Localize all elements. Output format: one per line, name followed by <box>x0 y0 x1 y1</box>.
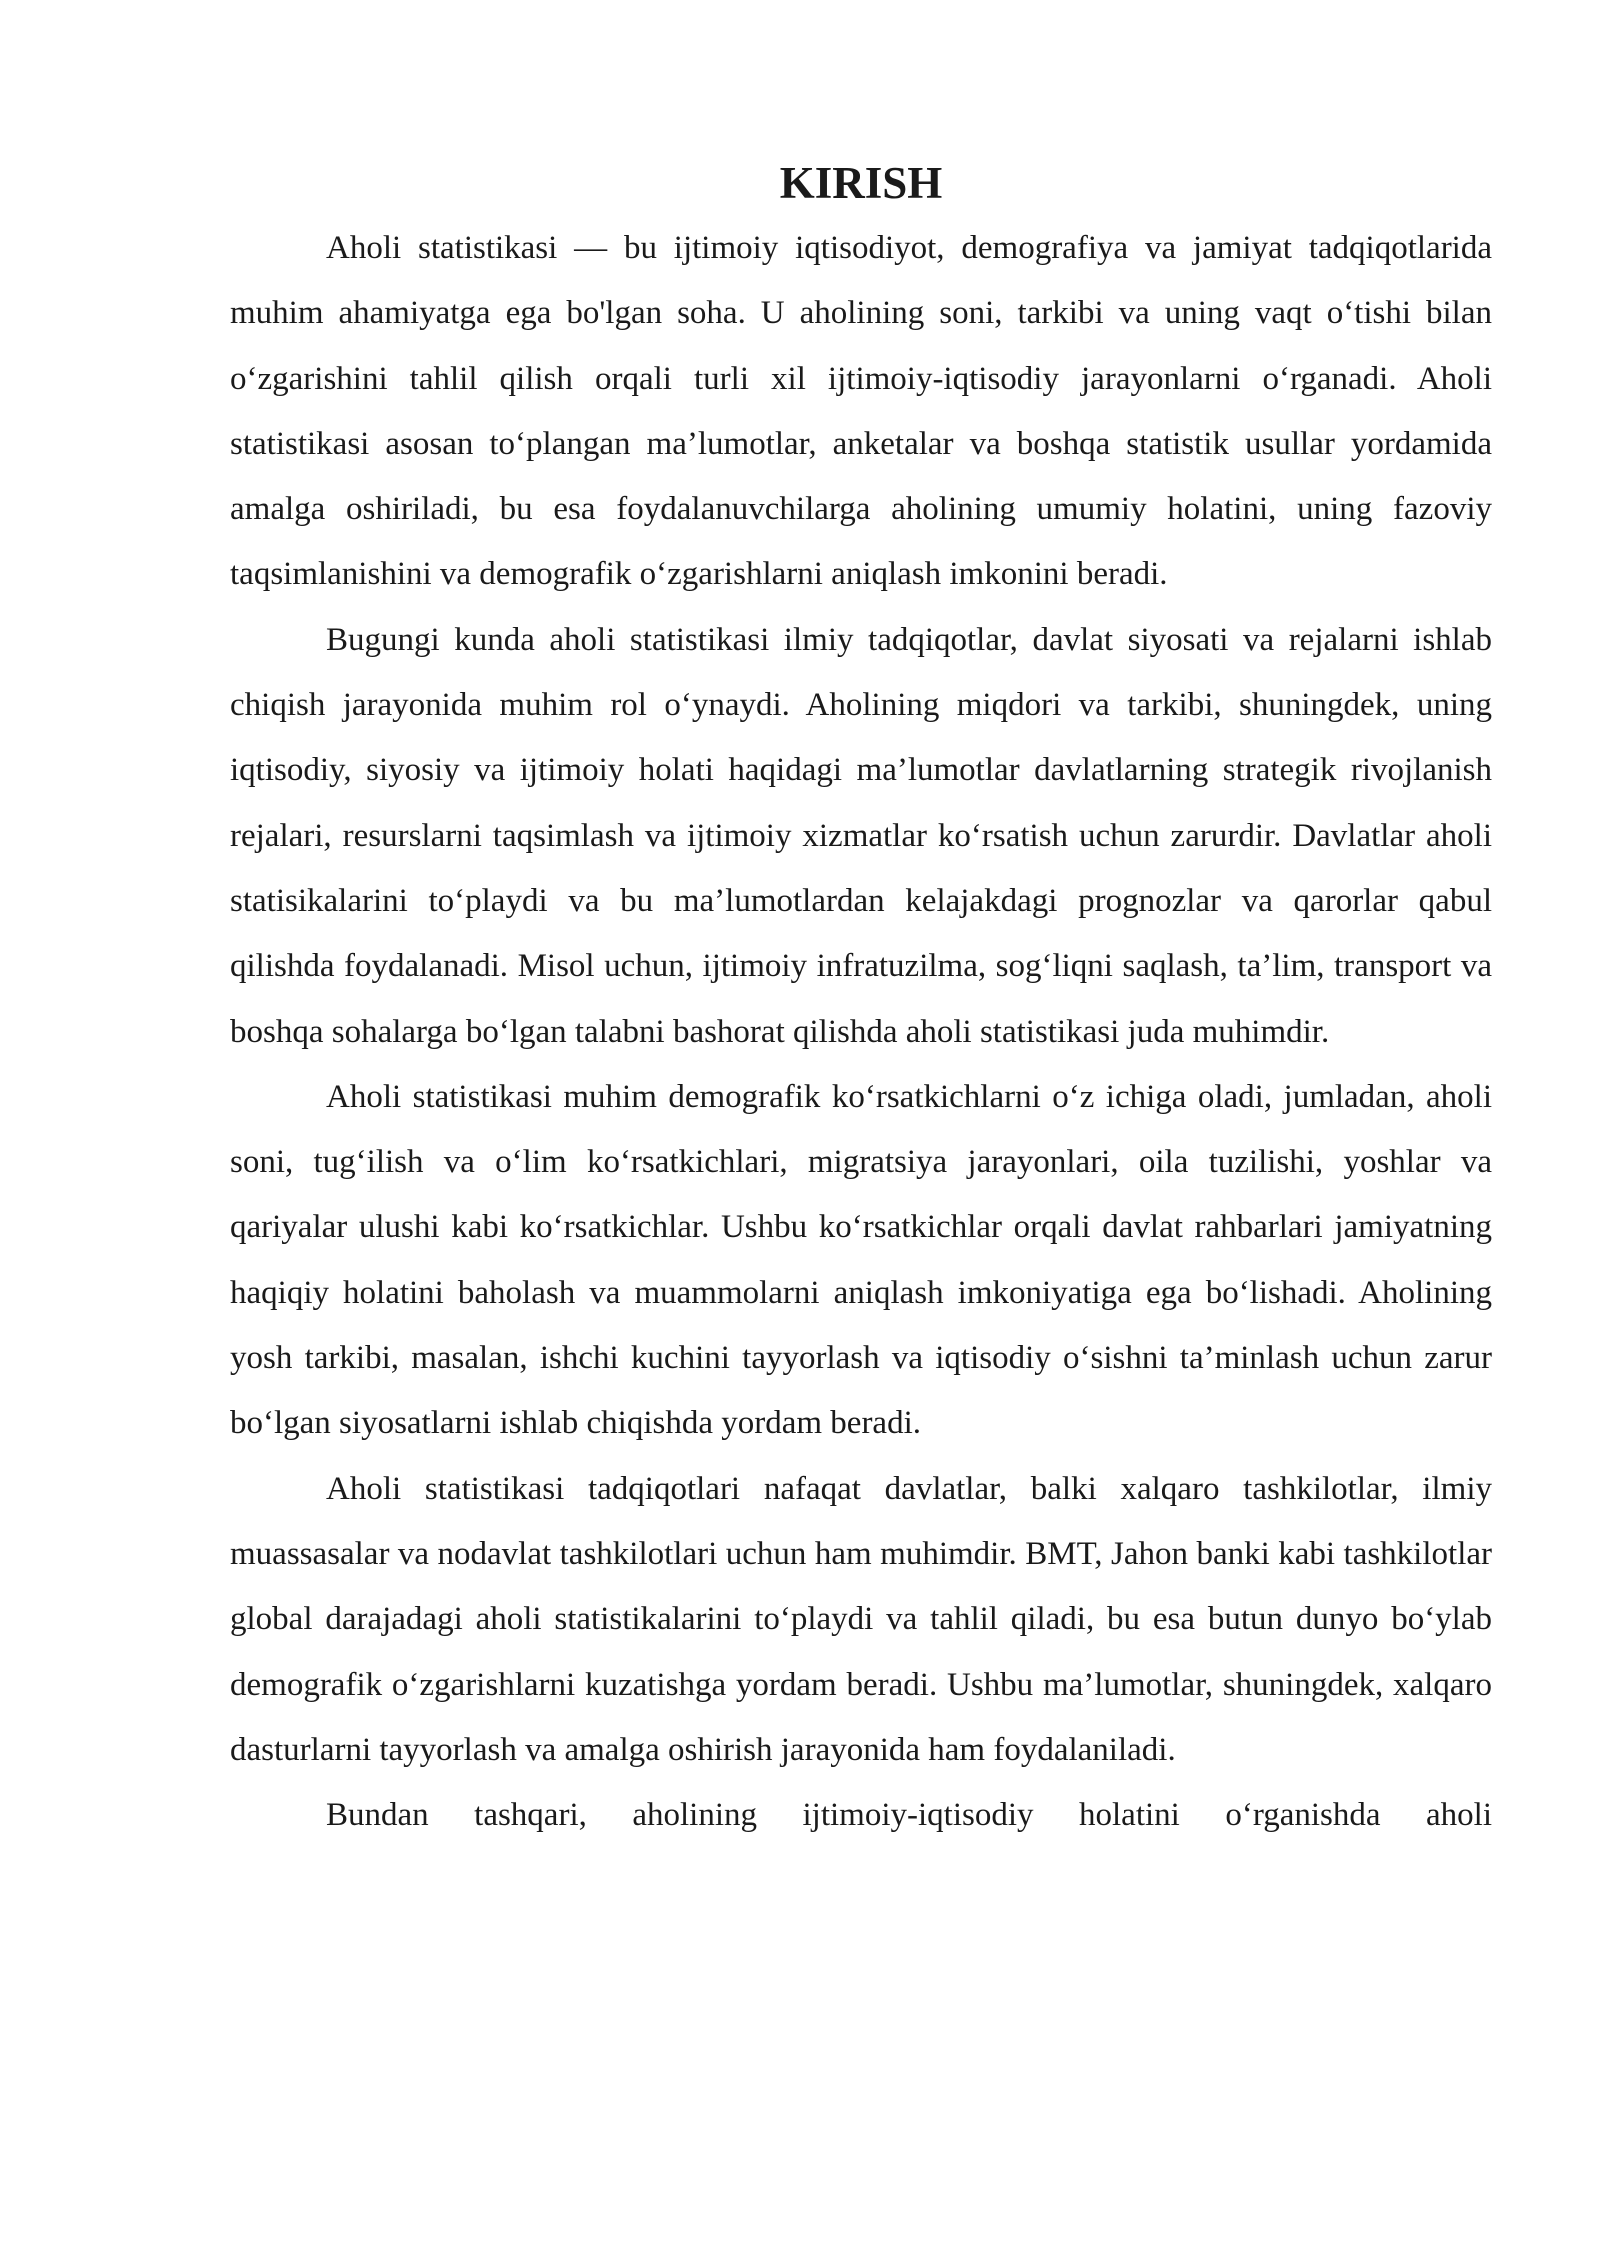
page-content <box>230 150 1492 1848</box>
paragraph-5: Bundan tashqari, aholining ijtimoiy-iqtisodiy holatini o‘rganishda aholi <box>326 1797 1492 1834</box>
paragraph-3: Aholi statistikasi muhim demografik ko‘rsatkichlarni o‘z ichiga oladi, jumladan, aholi soni, tug‘ilish va o‘lim ko‘rsatkichlari, migratsiya jarayonlari, oila tuzilishi, yoshlar va qariyalar ulushi kabi ko‘rsatkichlar. Ushbu ko‘rsatkichlar orqali davlat rahbarlari jamiyatning haqiqiy holatini baholash va muammolarni aniqlash imkoniyatiga ega bo‘lishadi. Aholining yosh tarkibi, masalan, ishchi kuchini tayyorlash va iqtisodiy o‘sishni ta’minlash uchun zarur bo‘lgan siyosatlarni ishlab chiqishda yordam beradi. <box>230 1078 1492 1442</box>
paragraph-1: Aholi statistikasi — bu ijtimoiy iqtisodiyot, demografiya va jamiyat tadqiqotlarida muhim ahamiyatga ega bo'lgan soha. U aholining soni, tarkibi va uning vaqt o‘tishi bilan o‘zgarishini tahlil qilish orqali turli xil ijtimoiy-iqtisodiy jarayonlarni o‘rganadi. Aholi statistikasi asosan to‘plangan ma’lumotlar, anketalar va boshqa statistik usullar yordamida amalga oshiriladi, bu esa foydalanuvchilarga aholining umumiy holatini, uning fazoviy taqsimlanishini va demografik o‘zgarishlarni aniqlash imkonini beradi. <box>230 230 1492 593</box>
paragraph-2: Bugungi kunda aholi statistikasi ilmiy tadqiqotlar, davlat siyosati va rejalarni ishlab chiqish jarayonida muhim rol o‘ynaydi. Aholining miqdori va tarkibi, shuningdek, uning iqtisodiy, siyosiy va ijtimoiy holati haqidagi ma’lumotlar davlatlarning strategik rivojlanish rejalari, resurslarni taqsimlash va ijtimoiy xizmatlar ko‘rsatish uchun zarurdir. Davlatlar aholi statisikalarini to‘playdi va bu ma’lumotlardan kelajakdagi prognozlar va qarorlar qabul qilishda foydalanadi. Misol uchun, ijtimoiy infratuzilma, sog‘liqni saqlash, ta’lim, transport va boshqa sohalarga bo‘lgan talabni bashorat qilishda aholi statistikasi juda muhimdir. <box>230 621 1492 1050</box>
paragraph-4: Aholi statistikasi tadqiqotlari nafaqat davlatlar, balki xalqaro tashkilotlar, ilmiy muassasalar va nodavlat tashkilotlari uchun ham muhimdir. BMT, Jahon banki kabi tashkilotlar global darajadagi aholi statistikalarini to‘playdi va tahlil qiladi, bu esa butun dunyo bo‘ylab demografik o‘zgarishlarni kuzatishga yordam beradi. Ushbu ma’lumotlar, shuningdek, xalqaro dasturlarni tayyorlash va amalga oshirish jarayonida ham foydalaniladi. <box>230 1470 1492 1768</box>
page-title: KIRISH <box>779 158 943 208</box>
